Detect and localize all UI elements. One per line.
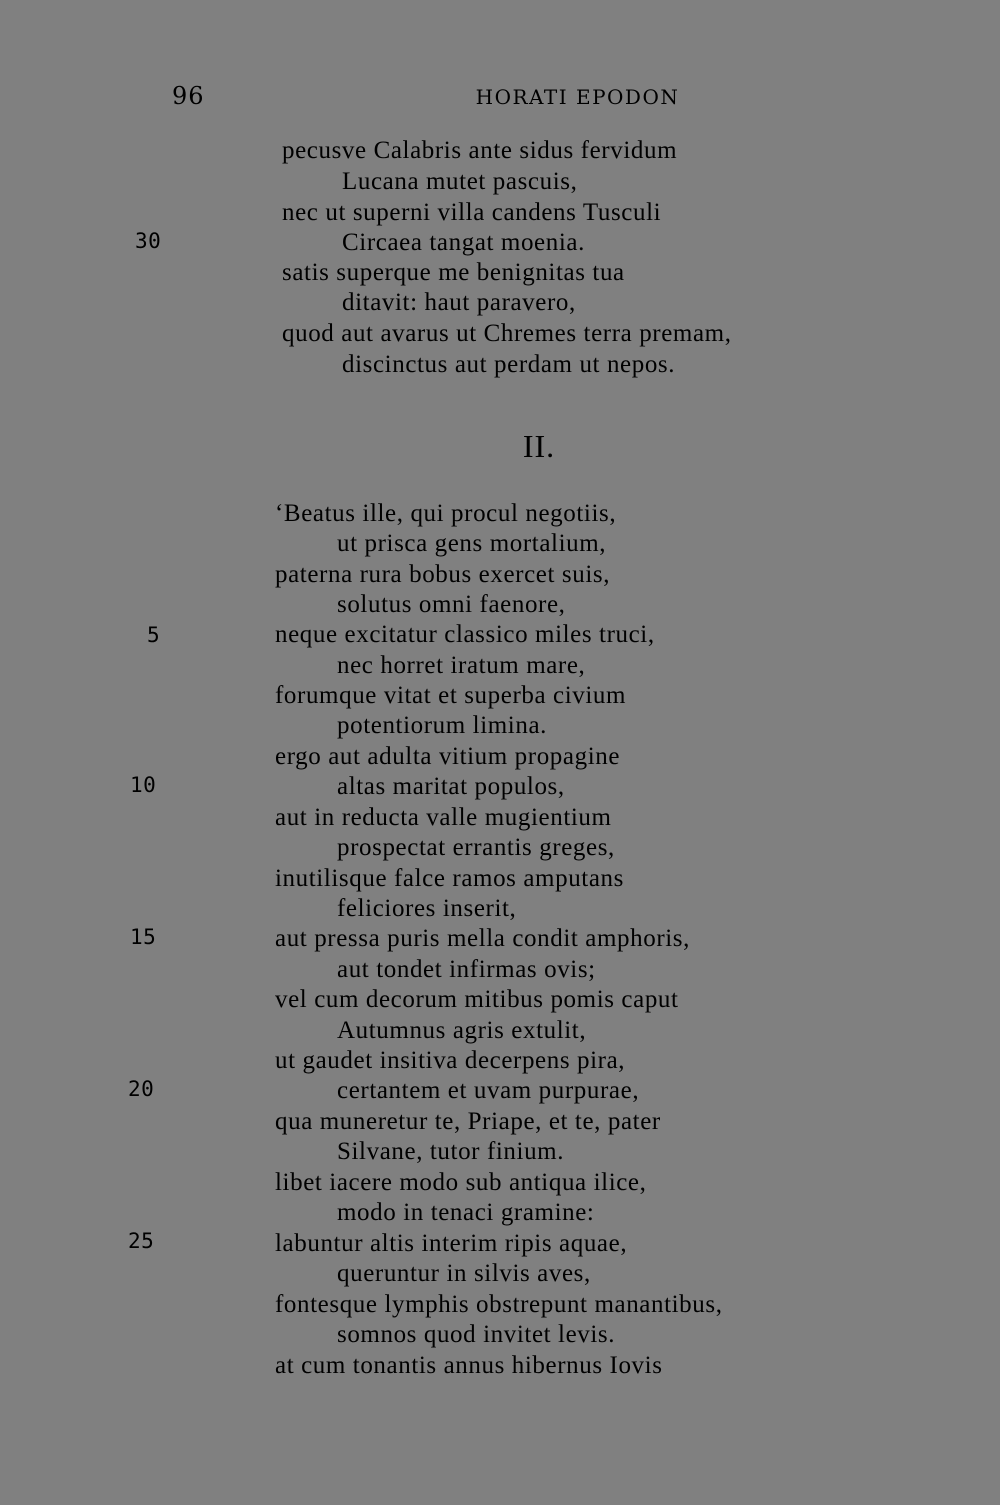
verse-line: neque excitatur classico miles truci, [275, 621, 655, 648]
verse-line: altas maritat populos, [337, 773, 565, 800]
verse-line: ergo aut adulta vitium propagine [275, 743, 621, 770]
verse-line: ut prisca gens mortalium, [337, 530, 607, 557]
verse-line: aut in reducta valle mugientium [275, 804, 612, 831]
line-number: 20 [128, 1077, 155, 1101]
verse-line: qua muneretur te, Priape, et te, pater [275, 1108, 661, 1135]
verse-line: at cum tonantis annus hibernus Iovis [275, 1352, 663, 1379]
line-number: 5 [147, 623, 161, 647]
verse-line: ut gaudet insitiva decerpens pira, [275, 1047, 626, 1074]
poem-heading: II. [522, 428, 556, 464]
verse-line: aut pressa puris mella condit amphoris, [275, 925, 690, 952]
verse-line: nec horret iratum mare, [337, 652, 586, 679]
verse-line: quod aut avarus ut Chremes terra premam, [282, 320, 732, 347]
page-number: 96 [172, 82, 205, 110]
verse-line: discinctus aut perdam ut nepos. [342, 351, 676, 378]
verse-line: modo in tenaci gramine: [337, 1199, 595, 1226]
verse-line: potentiorum limina. [337, 712, 547, 739]
verse-line: pecusve Calabris ante sidus fervidum [282, 137, 678, 164]
verse-line: nec ut superni villa candens Tusculi [282, 199, 662, 226]
line-number: 15 [130, 925, 157, 949]
verse-line: forumque vitat et superba civium [275, 682, 627, 709]
running-title: HORATI EPODON [475, 85, 680, 109]
verse-line: prospectat errantis greges, [337, 834, 615, 861]
verse-line: somnos quod invitet levis. [337, 1321, 616, 1348]
verse-line: libet iacere modo sub antiqua ilice, [275, 1169, 647, 1196]
verse-line: Circaea tangat moenia. [342, 229, 585, 256]
verse-line: aut tondet infirmas ovis; [337, 956, 596, 983]
verse-line: labuntur altis interim ripis aquae, [275, 1230, 628, 1257]
verse-line: queruntur in silvis aves, [337, 1260, 591, 1287]
verse-line: ‘Beatus ille, qui procul negotiis, [275, 500, 617, 527]
verse-line: certantem et uvam purpurae, [337, 1077, 640, 1104]
verse-line: inutilisque falce ramos amputans [275, 865, 624, 892]
verse-line: Autumnus agris extulit, [337, 1017, 587, 1044]
verse-line: ditavit: haut paravero, [342, 289, 576, 316]
verse-line: satis superque me benignitas tua [282, 259, 625, 286]
verse-line: paterna rura bobus exercet suis, [275, 561, 611, 588]
verse-line: feliciores inserit, [337, 895, 517, 922]
verse-line: vel cum decorum mitibus pomis caput [275, 986, 679, 1013]
verse-line: solutus omni faenore, [337, 591, 566, 618]
verse-line: fontesque lymphis obstrepunt manantibus, [275, 1291, 723, 1318]
verse-line: Silvane, tutor finium. [337, 1138, 565, 1165]
verse-line: Lucana mutet pascuis, [342, 168, 578, 195]
line-number: 10 [130, 773, 157, 797]
line-number: 25 [128, 1229, 155, 1253]
line-number: 30 [135, 229, 162, 253]
